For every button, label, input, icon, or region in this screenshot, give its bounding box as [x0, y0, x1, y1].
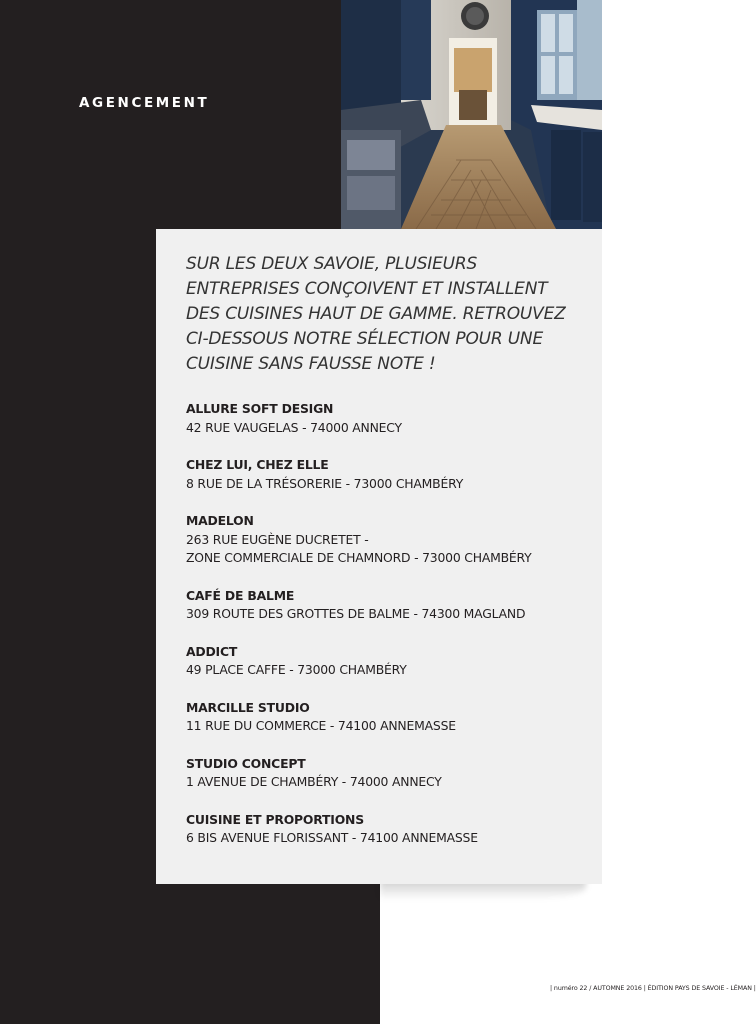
list-item: [186, 512, 596, 568]
entry-name: CHEZ LUI, CHEZ ELLE: [186, 457, 329, 472]
entry-address: 309 ROUTE DES GROTTES DE BALME - 74300 MAGLAND: [186, 606, 526, 621]
entry-name: CAFÉ DE BALME: [186, 587, 295, 603]
entry-address: 8 RUE DE LA TRÉSORERIE - 73000 CHAMBÉRY: [186, 475, 464, 491]
entry-address: 42 RUE VAUGELAS - 74000 ANNECY: [186, 419, 402, 435]
entry-address: 49 PLACE CAFFE - 73000 CHAMBÉRY: [186, 662, 407, 677]
entry-address: 1 AVENUE DE CHAMBÉRY - 74000 ANNECY: [186, 774, 442, 789]
entry-name: MARCILLE STUDIO: [186, 699, 310, 715]
entry-address: 263 RUE EUGÈNE DUCRETET -: [186, 531, 369, 547]
entry-name: ADDICT: [186, 643, 238, 659]
intro-text: SUR LES DEUX SAVOIE, PLUSIEURS ENTREPRISES CONÇOIVENT ET INSTALLENT DES CUISINES HAUT DE GAMME. RETROUVEZ CI-DESSOUS NOTRE SÉLECTION POUR UNE CUISINE SANS FAUSSE NOTE !: [186, 254, 566, 374]
list-item: [186, 811, 596, 848]
list-item: [186, 643, 596, 680]
section-label: AGENCEMENT: [79, 95, 210, 111]
list-item: [186, 400, 596, 437]
entry-name: CUISINE ET PROPORTIONS: [186, 811, 364, 827]
entry-name: STUDIO CONCEPT: [186, 755, 306, 771]
kitchen-photo: [341, 0, 602, 229]
list-item: [186, 456, 596, 493]
list-item: [186, 699, 596, 736]
entry-address: 6 BIS AVENUE FLORISSANT - 74100 ANNEMASSE: [186, 830, 478, 845]
entry-name: MADELON: [186, 513, 254, 528]
list-item: [186, 587, 596, 624]
list-item: [186, 755, 596, 792]
entry-address: 11 RUE DU COMMERCE - 74100 ANNEMASSE: [186, 718, 456, 733]
entry-name: ALLURE SOFT DESIGN: [186, 401, 334, 416]
entry-list: [186, 400, 596, 867]
directory-card: [156, 229, 602, 884]
entry-address-line-2: ZONE COMMERCIALE DE CHAMNORD - 73000 CHAMBÉRY: [186, 550, 532, 565]
page-footer: | numéro 22 / AUTOMNE 2016 | ÉDITION PAYS DE SAVOIE - LÉMAN |: [550, 985, 756, 992]
